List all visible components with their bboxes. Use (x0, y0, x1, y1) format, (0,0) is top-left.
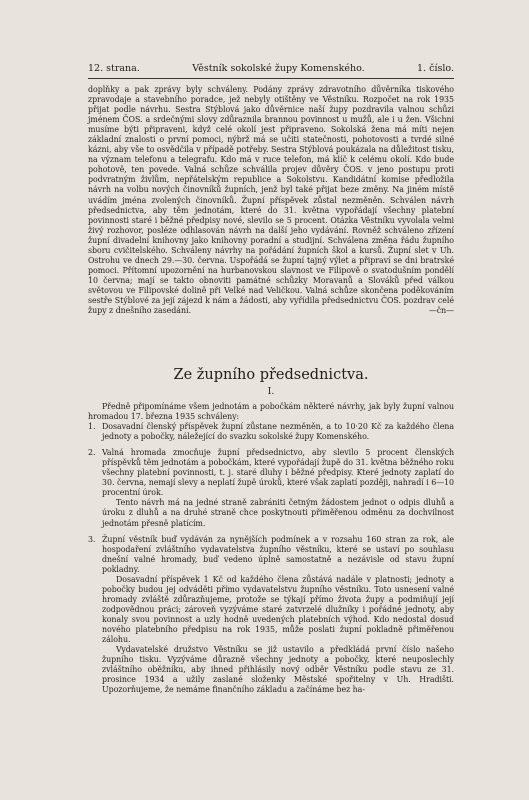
header-rule (88, 78, 454, 79)
item-text: Dosavadní členský příspěvek župní zůstane nezměněn, a to 10·20 Kč za každého člena jednoty a pobočky, náležející do svazku sokolské župy Komenského. (102, 422, 454, 442)
item-text: Župní věstník buď vydáván za nynějších podmínek a v rozsahu 160 stran za rok, ale hospodaření zvláštního vydavatelstva župního věstníku, které se ustaví po souhlasu dnešní valné hromady, buď vedeno úplně samostatně a nezávisle od stavu župní pokladny. (102, 534, 454, 574)
intro-signature: —čn— (428, 306, 454, 316)
item-number: 3. (88, 534, 96, 544)
list-item (88, 448, 454, 498)
section-title: Ze župního předsednictva. (173, 367, 369, 383)
item-number: 1. (88, 422, 96, 432)
section-intro: Předně připomínáme všem jednotám a pobočkám některé návrhy, jak byly župní valnou hromadou 17. března 1935 schváleny: (88, 402, 454, 422)
page-number: 12. strana. (88, 62, 140, 74)
list-item (88, 422, 454, 442)
item-number: 2. (88, 448, 96, 458)
page-header (88, 60, 454, 76)
item-extra: Tento návrh má na jedné straně zabrániti četným žádostem jednot o odpis dluhů a úroku z dluhů a na druhé straně chce poskytnouti přiměřenou odměnu za dochvilnost jednotám přesně platícím. (102, 498, 454, 528)
item-extra: Vydavatelské družstvo Věstníku se již ustavilo a předkládá první číslo našeho župního tisku. Vyzýváme důrazně všechny jednoty a pobočky, které neuposlechly zvláštního oběžníku, aby ihned přihlásily nový odběr Věstníku podle stavu ze 31. prosince 1934 a užily zaslané složenky Městské spořitelny v Uh. Hradišti. Upozorňujeme, že nemáme finančního základu a začínáme bez ha- (102, 645, 454, 695)
item-extra: Dosavadní příspěvek 1 Kč od každého člena zůstává nadále v platnosti; jednoty a pobočky budou jej odváděti přímo vydavatelstvu župního věstníku. Toto usnesení valné hromady zvláště zdůrazňujeme, protože se týkají přímo života župy a podmiňují její zodpovědnou práci; zároveň vyzýváme staré zatvrzelé dlužníky i pořádné jednoty, aby konaly svou povinnost a uzly hodně uvedených platebních výhod. Kdo nedostal dosud nového platebního předpisu na rok 1935, může poslati župní pokladně přiměřenou zálohu. (102, 574, 454, 645)
item-text: Valná hromada zmocňuje župní předsednictvo, aby slevilo 5 procent členských příspěvků těm jednotám a pobočkám, které vypořádají župě do 31. května běžného roku všechny platební povinnosti, t. j. staré dluhy i běžné předpisy. Které jednoty zaplatí do 30. června, nemají slevy a neplatí župě úroků, které však zaplatí později, nahradí i 6—10 procentní úrok. (102, 448, 454, 498)
section-numeral: I. (267, 387, 275, 397)
journal-title: Věstník sokolské župy Komenského. (192, 62, 365, 74)
intro-paragraph (88, 85, 454, 316)
section-body (88, 402, 454, 695)
intro-text: doplňky a pak zprávy byly schváleny. Podány zprávy zdravotního důvěrníka tiskového zpravodaje a stavebního poradce, jež nebyly otištěny ve Věstníku. Rozpočet na rok 1935 přijat podle návrhu. Sestra Stýblová jako důvěrnice naší župy pozdravila valnou schůzi jménem ČOS. a srdečnými slovy zdůraznila brannou povinnost u mužů, ale i u žen. Všichni musíme býti připraveni, když celé okolí jest připraveno. Sokolská žena má míti nejen základní znalosti o první pomoci, nýbrž má se učiti statečnosti, pohotovosti a tvrdé silné kázni, aby vše to osvědčila v případě potřeby. Sestra Stýblová poukázala na důležitost tisku, na význam telefonu a telegrafu. Kdo má v ruce telefon, má klíč k celému okolí. Kdo bude pohotově, ten povede. Valná schůze schválila projev důvěry ČOS. v jeno postupu proti podvratným živlům, nepřátelským republice a Sokolstvu. Kandidátní komise předložila návrh na volbu nových činovníků župních, jenž byl také přijat beze změny. Na jiném místě uvádím jména zvolených činovníků. Župní příspěvek zůstal nezměněn. Schválen návrh předsednictva, aby těm jednotám, které do 31. května vypořádají všechny platební povinnosti staré i běžné předpisy nové, slevilo se 5 procent. Otázka Věstníku vyvolala velmi živý rozhovor, posléze odhlasován návrh na další jeho vydávání. Rovněž schváleno zřízení župní divadelní knihovny jako knihovny poradní a studijní. Schválena změna řádu župního sboru cvičitelského. Schváleny návrhy na pořádání župních škol a kursů. Župní slet v Uh. Ostrohu ve dnech 29.—30. června. Uspořádá se župní tajný výlet a připraví se dni bratrské pomoci. Přítomní upozornění na hurbanovskou slavnost ve Filipově o svatodušním pondělí 10 června; mají se takto obnoviti památné schůzky Moravanů a Slováků před válkou světovou ve Filipovské dolině při Velké nad Veličkou. Valná schůze skončena poděkováním sestře Stýblové za její zájezd k nám a žádosti, aby vyřídila předsednictvu ČOS. pozdrav celé župy z dnešního zasedání. (88, 85, 454, 316)
list-item (88, 535, 454, 575)
issue-number: 1. číslo. (417, 62, 454, 74)
